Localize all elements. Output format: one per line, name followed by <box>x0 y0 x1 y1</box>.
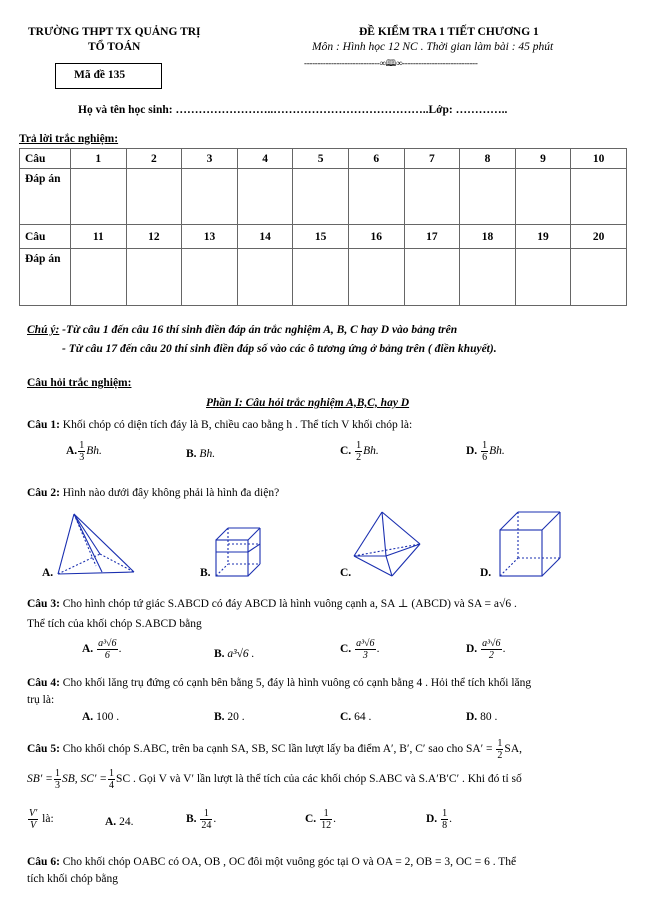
question-text: Hình nào dưới đây không phải là hình đa diện? <box>59 487 280 499</box>
option-letter: C. <box>340 711 352 723</box>
note-line-2: - Từ câu 17 đến câu 20 thí sinh điền đáp số vào các ô tương ứng ở bảng trên ( điền khuyết). <box>62 343 497 355</box>
frac-num: a³√6 <box>356 638 375 649</box>
option-letter: D. <box>466 445 478 458</box>
answer-cell[interactable] <box>237 249 293 306</box>
question-5-line-3 <box>27 808 54 831</box>
answer-cell[interactable] <box>293 169 349 225</box>
question-label: Câu 6: <box>27 856 60 868</box>
option-letter: B. <box>214 711 225 723</box>
question-text: SB, SC′ = <box>61 773 108 786</box>
question-3 <box>27 596 517 610</box>
frac-num: 1 <box>482 440 488 451</box>
option-text: . <box>333 813 336 826</box>
answer-cell[interactable] <box>293 249 349 306</box>
question-number: 20 <box>571 225 627 249</box>
row-label-answer: Đáp án <box>20 249 71 306</box>
q3-option-c[interactable] <box>340 638 379 661</box>
frac-den: 6 <box>482 452 488 463</box>
note-line-1 <box>27 324 457 336</box>
frac-den: 24 <box>201 820 212 831</box>
frac-num: 1 <box>200 808 212 820</box>
option-text: 64 . <box>354 711 372 723</box>
question-text: SB′ = <box>27 773 53 786</box>
option-letter: D. <box>426 813 438 826</box>
question-4 <box>27 677 531 689</box>
option-letter: D. <box>466 643 478 656</box>
question-number: 3 <box>182 149 238 169</box>
option-letter: B. <box>186 813 197 826</box>
option-text: Bh. <box>363 445 379 458</box>
frac-num: 1 <box>109 768 115 779</box>
question-label: Câu 1: <box>27 419 60 431</box>
frac-num: 1 <box>356 440 362 451</box>
question-text: Cho khối chóp OABC có OA, OB , OC đôi một vuông góc tại O và OA = 2, OB = 3, OC = 6 . Thể <box>59 856 517 868</box>
exam-code: Mã đề 135 <box>74 69 126 81</box>
question-number: 12 <box>126 225 182 249</box>
question-text: Cho khối lăng trụ đứng có cạnh bên bằng 5, đáy là hình vuông có cạnh bằng 4 . Hỏi thể tích khối lăng <box>59 677 532 689</box>
question-text: là: <box>39 813 54 826</box>
question-number: 18 <box>460 225 516 249</box>
exam-code-box <box>55 63 162 89</box>
question-number: 1 <box>71 149 127 169</box>
frac-den: 3 <box>54 780 60 791</box>
option-letter: D. <box>466 711 478 723</box>
question-number: 2 <box>126 149 182 169</box>
option-letter: C. <box>340 643 352 656</box>
row-label-answer: Đáp án <box>20 169 71 225</box>
frac-den: 2 <box>356 452 362 463</box>
option-text: . <box>213 813 217 826</box>
answer-table <box>19 148 627 306</box>
q2-option-c[interactable]: C. <box>340 567 352 579</box>
row-label-question: Câu <box>20 149 71 169</box>
question-row-2 <box>20 225 627 249</box>
answer-cell[interactable] <box>182 249 238 306</box>
frac-num: 1 <box>54 768 60 779</box>
question-6-line-2: tích khối chóp bằng <box>27 873 119 885</box>
option-text: 24. <box>119 816 134 828</box>
option-text: . <box>376 643 380 656</box>
answer-cell[interactable] <box>126 169 182 225</box>
option-text: . <box>502 643 506 656</box>
question-number: 14 <box>237 225 293 249</box>
option-letter: B. <box>214 648 225 660</box>
school-name: TRƯỜNG THPT TX QUẢNG TRỊ <box>28 26 201 38</box>
question-number: 5 <box>293 149 349 169</box>
frac-den: 6 <box>104 650 110 661</box>
q4-option-a[interactable] <box>82 711 119 723</box>
answer-cell[interactable] <box>348 249 404 306</box>
q5-option-d[interactable] <box>426 808 452 831</box>
q1-option-d[interactable] <box>466 440 505 463</box>
frac-den: 3 <box>79 452 85 463</box>
question-number: 16 <box>348 225 404 249</box>
q5-option-c[interactable] <box>305 808 336 831</box>
row-label-question: Câu <box>20 225 71 249</box>
answer-row-2 <box>20 249 627 306</box>
question-label: Câu 4: <box>27 677 60 689</box>
exam-title: ĐỀ KIỂM TRA 1 TIẾT CHƯƠNG 1 <box>359 26 539 38</box>
frac-num: 1 <box>320 808 332 820</box>
answer-cell[interactable] <box>515 169 571 225</box>
option-letter: A. <box>82 643 94 656</box>
question-number: 19 <box>515 225 571 249</box>
frac-num: 1 <box>497 738 503 749</box>
option-text: Bh. <box>199 448 216 460</box>
option-letter: B. <box>186 448 197 460</box>
answer-cell[interactable] <box>460 169 516 225</box>
frac-den: 8 <box>442 820 448 831</box>
question-number: 9 <box>515 149 571 169</box>
department-name: TỔ TOÁN <box>88 41 141 53</box>
answer-cell[interactable] <box>571 249 627 306</box>
answer-cell[interactable] <box>404 169 460 225</box>
answer-cell[interactable] <box>182 169 238 225</box>
frac-num: a³√6 <box>482 638 501 649</box>
question-number: 7 <box>404 149 460 169</box>
frac-den: 3 <box>362 650 368 661</box>
frac-den: 4 <box>109 780 115 791</box>
question-2 <box>27 487 279 499</box>
option-letter: C. <box>340 445 352 458</box>
question-text: SC . Gọi V và V′ lần lượt là thể tích của các khối chóp S.ABC và S.A′B′C′ . Khi đó tỉ số <box>116 773 522 786</box>
question-5-line-2 <box>27 768 522 791</box>
cube-figure <box>496 508 566 580</box>
question-text: Cho khối chóp S.ABC, trên ba cạnh SA, SB, SC lần lượt lấy ba điểm A′, B′, C′ sao cho SA′ = <box>59 743 493 756</box>
answer-cell[interactable] <box>515 249 571 306</box>
option-text: . <box>449 813 452 826</box>
q1-option-a[interactable] <box>66 440 102 463</box>
frac-num: a³√6 <box>98 638 117 649</box>
question-4-line-2: trụ là: <box>27 694 55 706</box>
q3-option-a[interactable] <box>82 638 121 661</box>
answer-cell[interactable] <box>71 169 127 225</box>
option-text: 20 . <box>227 711 245 723</box>
frac-num: 1 <box>442 808 448 819</box>
q1-option-b[interactable] <box>186 448 215 460</box>
student-info-line: Họ và tên học sinh: ……………………..…………………………………..Lớp: ………….. <box>78 104 508 116</box>
q3-option-d[interactable] <box>466 638 505 661</box>
note-label: Chú ý: <box>27 324 60 336</box>
q5-option-b[interactable] <box>186 808 216 831</box>
question-number: 10 <box>571 149 627 169</box>
exam-subject: Môn : Hình học 12 NC . Thời gian làm bài : 45 phút <box>312 41 554 53</box>
answer-cell[interactable] <box>71 249 127 306</box>
question-3-line-2: Thể tích của khối chóp S.ABCD bằng <box>27 618 202 630</box>
bipyramid-figure <box>352 510 424 580</box>
option-letter: A. <box>66 445 78 458</box>
answer-cell[interactable] <box>126 249 182 306</box>
option-text: 80 . <box>480 711 498 723</box>
question-label: Câu 5: <box>27 743 60 756</box>
q4-option-b[interactable] <box>214 711 245 723</box>
composite-box-figure <box>214 522 264 580</box>
question-6 <box>27 856 516 868</box>
option-letter: A. <box>82 711 94 723</box>
frac-den: 2 <box>497 750 503 761</box>
header-divider: ----------------------------∞🕮∞---------------------------- <box>304 58 478 68</box>
question-text: Khối chóp có diện tích đáy là B, chiều cao bằng h . Thể tích V khối chóp là: <box>59 419 413 431</box>
option-text: a³√6 . <box>227 648 255 660</box>
q4-option-c[interactable] <box>340 711 371 723</box>
question-1 <box>27 419 412 431</box>
question-number: 8 <box>460 149 516 169</box>
question-text: Cho hình chóp tứ giác S.ABCD có đáy ABCD là hình vuông cạnh a, SA ⊥ (ABCD) và SA = a√6 . <box>59 598 517 610</box>
answer-section-title: Trả lời trắc nghiệm: <box>19 133 119 145</box>
answer-cell[interactable] <box>348 169 404 225</box>
question-label: Câu 3: <box>27 598 60 610</box>
question-number: 15 <box>293 225 349 249</box>
question-text-tail: SA, <box>504 743 522 756</box>
q2-option-b[interactable]: B. <box>200 567 211 579</box>
note-text-1: -Từ câu 1 đến câu 16 thí sinh điền đáp án trắc nghiệm A, B, C hay D vào bảng trên <box>59 324 458 336</box>
frac-num: V′ <box>29 808 38 819</box>
frac-den: 12 <box>321 820 332 831</box>
frac-num: 1 <box>79 440 85 451</box>
q4-option-d[interactable] <box>466 711 497 723</box>
question-5 <box>27 738 522 761</box>
q2-option-d[interactable]: D. <box>480 567 492 579</box>
option-text: Bh. <box>86 445 102 458</box>
option-text: 100 . <box>96 711 120 723</box>
option-text: Bh. <box>489 445 505 458</box>
q5-option-a[interactable] <box>105 816 133 828</box>
question-number: 4 <box>237 149 293 169</box>
pyramid-figure <box>56 510 138 580</box>
answer-cell[interactable] <box>237 169 293 225</box>
question-number: 6 <box>348 149 404 169</box>
option-letter: C. <box>305 813 317 826</box>
option-text: . <box>118 643 122 656</box>
answer-cell[interactable] <box>460 249 516 306</box>
answer-cell[interactable] <box>404 249 460 306</box>
section-heading: Câu hỏi trắc nghiệm: <box>27 377 132 389</box>
answer-cell[interactable] <box>571 169 627 225</box>
question-number: 13 <box>182 225 238 249</box>
question-row-1 <box>20 149 627 169</box>
option-letter: A. <box>105 816 117 828</box>
frac-den: 2 <box>488 650 494 661</box>
frac-den: V <box>30 820 37 831</box>
question-label: Câu 2: <box>27 487 60 499</box>
q2-option-a[interactable]: A. <box>42 567 54 579</box>
question-number: 17 <box>404 225 460 249</box>
q3-option-b[interactable] <box>214 648 254 660</box>
question-number: 11 <box>71 225 127 249</box>
part-heading: Phần I: Câu hỏi trắc nghiệm A,B,C, hay D <box>206 397 410 409</box>
q1-option-c[interactable] <box>340 440 379 463</box>
answer-row-1 <box>20 169 627 225</box>
